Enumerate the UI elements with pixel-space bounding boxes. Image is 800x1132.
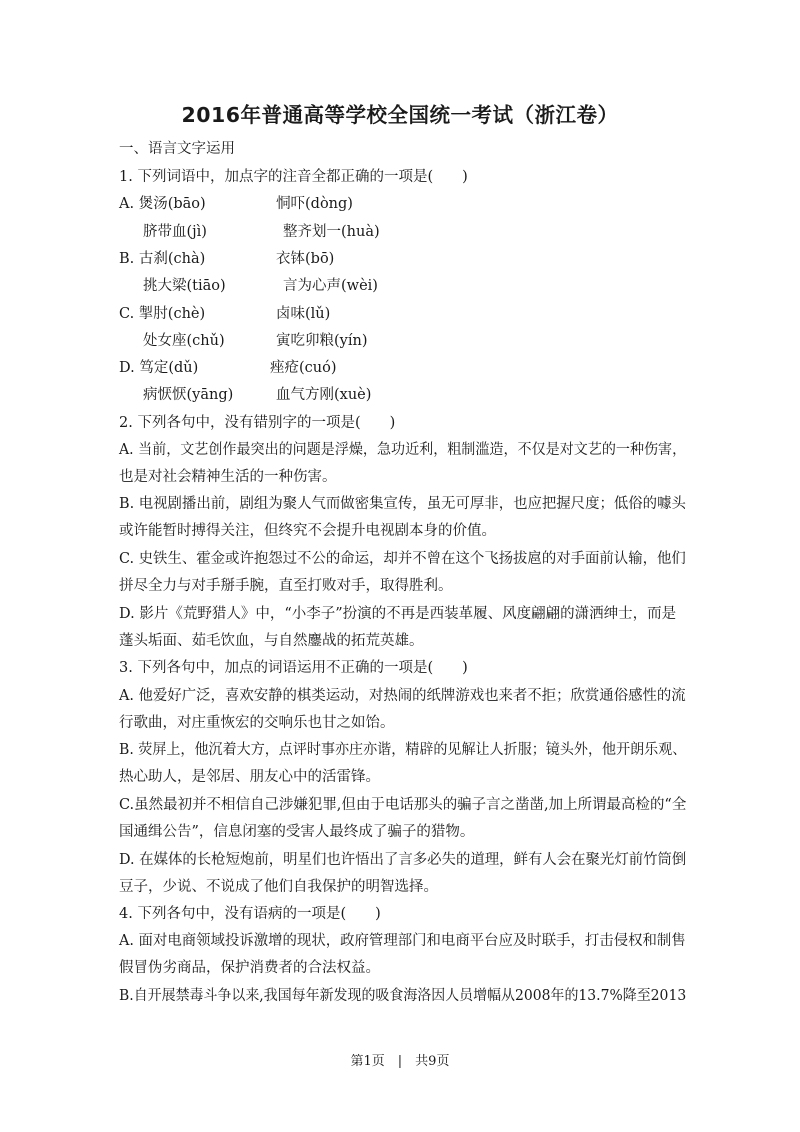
q2-option-d-line1: D. 影片《荒野猎人》中，“小李子”扮演的不再是西装革履、风度翩翩的潇洒绅士，而是: [119, 606, 677, 622]
q4-option-b-line1: B.自开展禁毒斗争以来,我国每年新发现的吸食海洛因人员增幅从2008年的13.7%降至2013: [119, 988, 687, 1004]
page-title: 2016年普通高等学校全国统一考试（浙江卷）: [181, 103, 619, 127]
question-3-stem: 3. 下列各句中，加点的词语运用不正确的一项是( ): [119, 660, 468, 676]
q3-option-a-line1: A. 他爱好广泛，喜欢安静的棋类运动，对热闹的纸牌游戏也来者不拒；欣赏通俗感性的流: [119, 688, 686, 704]
q2-option-a-line1: A. 当前，文艺创作最突出的问题是浮燥，急功近利，粗制滥造，不仅是对文艺的一种伤害，: [119, 442, 687, 458]
q4-option-a-line2: 假冒伪劣商品，保护消费者的合法权益。: [119, 960, 380, 976]
q3-option-d-line1: D. 在媒体的长枪短炮前，明星们也许悟出了言多必失的道理，鲜有人会在聚光灯前竹筒倒: [119, 852, 687, 868]
question-4-stem: 4. 下列各句中，没有语病的一项是( ): [119, 906, 381, 922]
q1-option-c-word2: 卤味(lǔ): [276, 306, 331, 322]
q1-option-a-word3: 脐带血(jì): [143, 224, 207, 240]
q1-option-d-word1: D. 笃定(dǔ): [119, 360, 199, 376]
question-2-stem: 2. 下列各句中，没有错别字的一项是( ): [119, 415, 396, 431]
q1-option-c-word4: 寅吃卯粮(yín): [276, 333, 368, 349]
q1-option-d-word2: 痤疮(cuó): [270, 360, 337, 376]
q3-option-d-line2: 豆子，少说、不说成了他们自我保护的明智选择。: [119, 879, 438, 895]
q2-option-b-line2: 或许能暂时搏得关注，但终究不会提升电视剧本身的价值。: [119, 523, 496, 539]
question-1-stem: 1. 下列词语中，加点字的注音全都正确的一项是( ): [119, 169, 468, 185]
q1-option-a-word2: 恫吓(dòng): [276, 196, 353, 212]
q1-option-d-word4: 血气方刚(xuè): [276, 387, 372, 403]
q2-option-d-line2: 蓬头垢面、茹毛饮血，与自然鏖战的拓荒英雄。: [119, 633, 424, 649]
q3-option-b-line2: 热心助人，是邻居、朋友心中的活雷锋。: [119, 769, 380, 785]
q1-option-a-word1: A. 煲汤(bāo): [119, 196, 206, 212]
section-heading: 一、语言文字运用: [119, 141, 235, 157]
q1-option-d-word3: 病恹恹(yāng): [143, 387, 234, 403]
q1-option-c-word3: 处女座(chǔ): [143, 333, 225, 349]
q1-option-b-word4: 言为心声(wèi): [283, 278, 378, 294]
q3-option-b-line1: B. 荧屏上，他沉着大方，点评时事亦庄亦谐，精辟的见解让人折服；镜头外，他开朗乐观、: [119, 742, 687, 758]
q3-option-c-line1: C.虽然最初并不相信自己涉嫌犯罪,但由于电话那头的骗子言之凿凿,加上所谓最高检的“全: [119, 797, 687, 813]
page-footer: 第1页 | 共9页: [350, 1054, 450, 1069]
q1-option-a-word4: 整齐划一(huà): [283, 224, 380, 240]
q1-option-b-word1: B. 古刹(chà): [119, 251, 206, 267]
q1-option-c-word1: C. 掣肘(chè): [119, 306, 206, 322]
q1-option-b-word2: 衣钵(bō): [276, 251, 335, 267]
q2-option-b-line1: B. 电视剧播出前，剧组为聚人气而做密集宣传，虽无可厚非，也应把握尺度；低俗的噱头: [119, 496, 686, 512]
q3-option-c-line2: 国通缉公告”，信息闭塞的受害人最终成了骗子的猎物。: [119, 824, 475, 840]
q2-option-c-line1: C. 史铁生、霍金或许抱怨过不公的命运，却并不曾在这个飞扬拔扈的对手面前认输，他们: [119, 551, 686, 567]
q4-option-a-line1: A. 面对电商领域投诉激增的现状，政府管理部门和电商平台应及时联手，打击侵权和制售: [119, 933, 686, 949]
q1-option-b-word3: 挑大梁(tiāo): [143, 278, 226, 294]
q3-option-a-line2: 行歌曲，对庄重恢宏的交响乐也甘之如饴。: [119, 715, 395, 731]
q2-option-a-line2: 也是对社会精神生活的一种伤害。: [119, 469, 337, 485]
q2-option-c-line2: 拼尽全力与对手掰手腕，直至打败对手，取得胜利。: [119, 578, 453, 594]
